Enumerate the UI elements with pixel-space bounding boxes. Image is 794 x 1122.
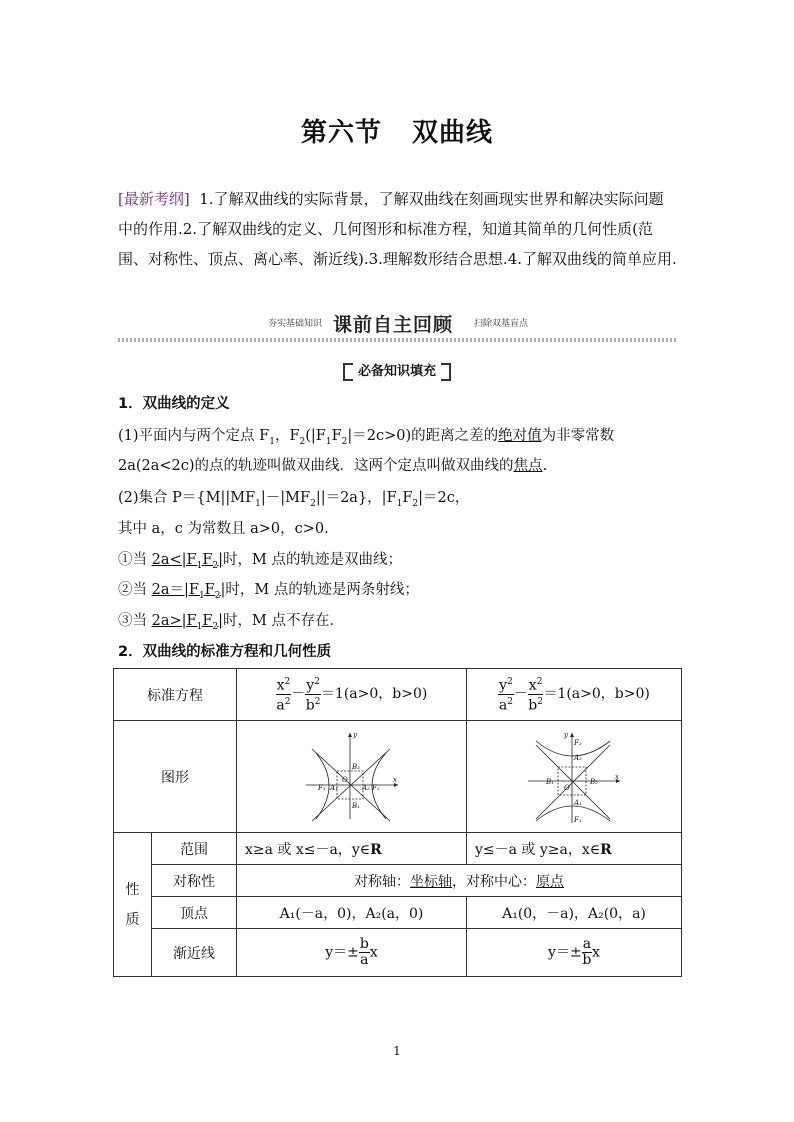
fig2-label-A1: A₁ [574, 798, 582, 807]
banner-left-label: 夯实基础知识 [268, 319, 323, 329]
bracket-right-icon [441, 363, 451, 381]
label-figure: 图形 [114, 721, 237, 833]
definition-line-4: 其中 a，c 为常数且 a>0，c>0. [118, 521, 329, 537]
range-vertical: y≤－a 或 y≥a，x∈R [467, 833, 682, 865]
fig1-label-B2: B₂ [351, 762, 360, 771]
fig2-label-y: y [564, 730, 568, 739]
syllabus-text: 1.了解双曲线的实际背景，了解双曲线在刻画现实世界和解决实际问题中的作用.2.了解双曲线的定义、几何图形和标准方程，知道其简单的几何性质(范围、对称性、顶点、离心率、渐近线).3.理解数形结合思想.4.了解双曲线的简单应用. [118, 190, 677, 268]
fig1-label-F2: F₂ [371, 783, 380, 792]
subheading-text: 必备知识填充 [357, 364, 436, 379]
fig2-label-B1: B₁ [546, 777, 554, 786]
blank-coordinate-axes: 坐标轴 [410, 873, 452, 890]
title-section-number: 第六节 [300, 118, 382, 148]
fig1-label-F1: F₁ [317, 783, 326, 792]
row-asymptote [114, 929, 682, 977]
figure-horizontal-cell [237, 721, 467, 833]
row-standard-equation [114, 669, 682, 721]
equation-vertical: $\frac{y^2}{a^2}$ － $\frac{x^2}{b^2}$ ＝1(a>0，b>0) [467, 669, 682, 721]
label-symmetry: 对称性 [152, 865, 237, 897]
vertical-hyperbola-figure [524, 729, 624, 825]
fig2-label-F1: F₁ [574, 815, 582, 824]
knowledge-subheading [0, 360, 794, 381]
fig2-label-B2: B₂ [590, 777, 598, 786]
row-vertex [114, 897, 682, 929]
fig2-label-x: x [615, 772, 619, 781]
fig1-label-B1: B₁ [351, 801, 360, 810]
section2-heading: 2．双曲线的标准方程和几何性质 [118, 644, 332, 660]
range-horizontal: x≥a 或 x≤－a，y∈R [237, 833, 467, 865]
banner-right-label: 扫除双基盲点 [474, 319, 529, 329]
fig1-label-x: x [392, 775, 397, 784]
blank-focus: 焦点 [513, 458, 543, 474]
banner-title: 课前自主回顾 [333, 314, 454, 336]
row-figure [114, 721, 682, 833]
label-asymptote: 渐近线 [152, 929, 237, 977]
fig1-label-A1: A₁ [329, 783, 338, 792]
definition-line-1: (1)平面内与两个定点 $F_1$，$F_2(|F_1F_2|=2c>0)$的距离之差的绝对值为非零常数 [118, 428, 615, 447]
definition-line-3: (2)集合 $P=\{M||MF_1|-|MF_2||=2a\}$，$|F_1F_2|=2c$， [118, 490, 470, 509]
fig1-label-A2: A₂ [361, 783, 370, 792]
figure-vertical-cell [467, 721, 682, 833]
fig2-label-O: O [564, 783, 570, 792]
fig2-label-A2: A₂ [574, 753, 582, 762]
fig2-label-F2: F₂ [574, 738, 582, 747]
asymptote-horizontal: y＝± $\frac{b}{a}$ x [237, 929, 467, 977]
case-1: ①当 $2a<|F_1F_2|$时，M 点的轨迹是双曲线； [118, 552, 402, 571]
vertex-vertical: A₁(0，－a)，A₂(0，a) [467, 897, 682, 929]
label-properties: 性 质 [114, 833, 152, 977]
label-range: 范围 [152, 833, 237, 865]
syllabus-paragraph [118, 184, 678, 274]
definition-line-2: 2a(2a<2c)的点的轨迹叫做双曲线．这两个定点叫做双曲线的焦点. [118, 458, 548, 474]
page-number: 1 [393, 1044, 401, 1058]
page-title [0, 112, 794, 149]
case-2: ②当 $2a=|F_1F_2|$时，M 点的轨迹是两条射线； [118, 582, 419, 601]
horizontal-hyperbola-figure [302, 729, 402, 825]
label-standard-equation: 标准方程 [114, 669, 237, 721]
row-range [114, 833, 682, 865]
section1-heading: 1．双曲线的定义 [118, 396, 230, 412]
title-topic: 双曲线 [412, 118, 494, 148]
label-vertex: 顶点 [152, 897, 237, 929]
equation-horizontal: $\frac{x^2}{a^2}$ － $\frac{y^2}{b^2}$ ＝1(a>0，b>0) [237, 669, 467, 721]
asymptote-vertical: y＝± $\frac{a}{b}$ x [467, 929, 682, 977]
symmetry-value: 对称轴：坐标轴，对称中心：原点 [237, 865, 682, 897]
fig1-label-y: y [352, 730, 357, 739]
vertex-horizontal: A₁(－a，0)，A₂(a，0) [237, 897, 467, 929]
bracket-left-icon [343, 363, 353, 381]
hyperbola-properties-table [113, 668, 682, 977]
row-symmetry [114, 865, 682, 897]
banner-dotted-rule [118, 338, 678, 342]
blank-absolute-value: 绝对值 [498, 428, 542, 444]
blank-origin: 原点 [536, 873, 564, 890]
section-banner [118, 310, 678, 346]
syllabus-tag: [最新考纲] [118, 190, 190, 208]
case-3: ③当 $2a>|F_1F_2|$时，M 点不存在． [118, 613, 344, 632]
fig1-label-O: O [341, 775, 348, 784]
